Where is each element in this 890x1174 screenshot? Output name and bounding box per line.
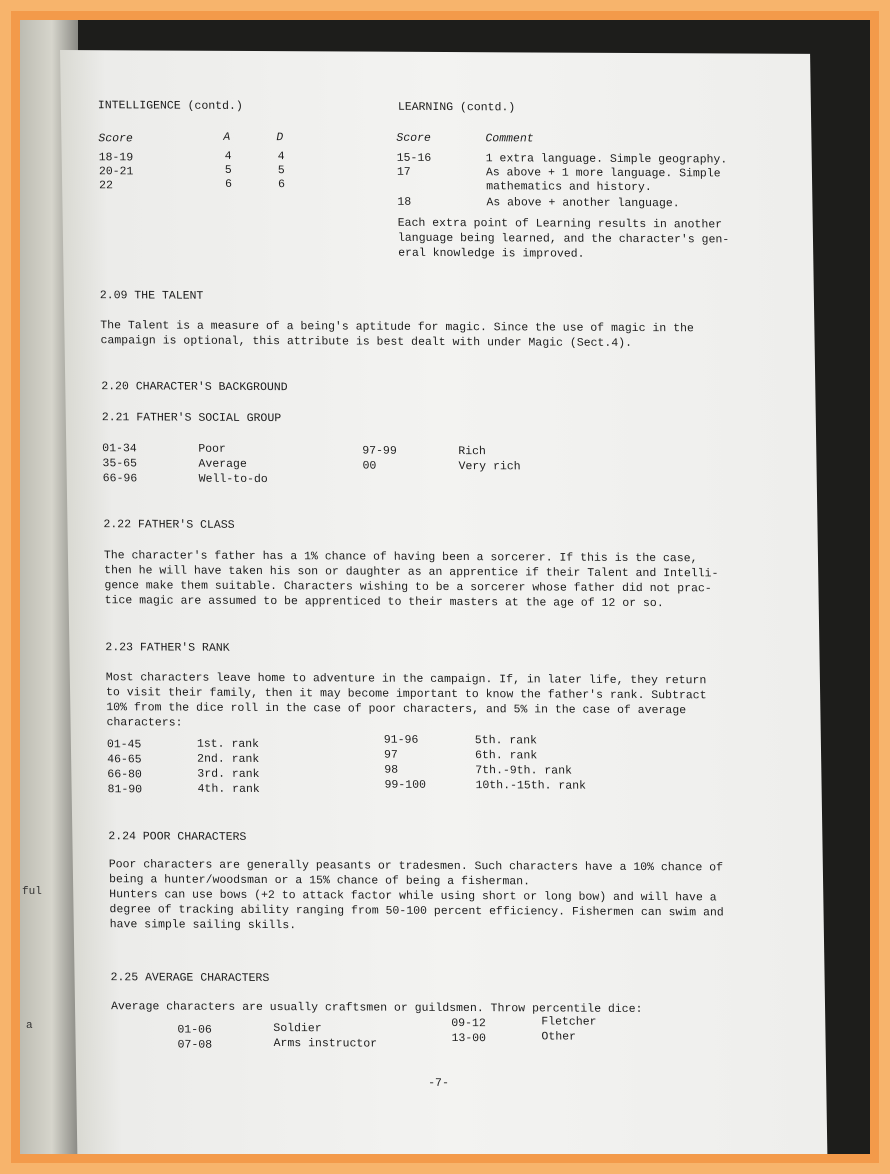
table-cell: 15-16	[396, 151, 432, 165]
left-page-fragment: a	[26, 1020, 33, 1032]
fathers-class-line: gence make them suitable. Characters wishing to be a sorcerer whose father did not prac-	[104, 579, 712, 596]
poor-line: have simple sailing skills.	[109, 918, 297, 933]
document-page	[60, 50, 827, 1154]
poor-line: degree of tracking ability ranging from 50-100 percent efficiency. Fishermen can swim and	[109, 903, 724, 920]
table-cell: 4th. rank	[197, 782, 260, 796]
fathers-rank-heading: 2.23 FATHER'S RANK	[105, 641, 230, 655]
intelligence-col-d: D	[276, 131, 284, 145]
table-cell: Rich	[458, 445, 487, 459]
table-cell: 20-21	[98, 165, 134, 179]
poor-line: Hunters can use bows (+2 to attack factor while using short or long bow) and will have a	[109, 888, 717, 905]
poor-line: Poor characters are generally peasants or tradesmen. Such characters have a 10% chance of	[108, 858, 724, 875]
table-cell: 6th. rank	[474, 749, 538, 763]
fathers-rank-line: Most characters leave home to adventure in the campaign. If, in later life, they return	[105, 671, 707, 688]
table-cell: 09-12	[451, 1016, 486, 1031]
table-cell: 10th.-15th. rank	[475, 779, 587, 793]
table-cell: mathematics and history.	[486, 180, 652, 195]
learning-note-line: eral knowledge is improved.	[398, 246, 585, 261]
learning-note-line: Each extra point of Learning results in another	[397, 216, 723, 232]
table-cell: 5	[224, 163, 232, 177]
table-cell: 66-80	[107, 768, 143, 782]
talent-heading: 2.09 THE TALENT	[99, 289, 204, 303]
poor-heading: 2.24 POOR CHARACTERS	[108, 830, 247, 844]
table-cell: 1st. rank	[196, 737, 260, 751]
table-cell: 17	[396, 165, 411, 179]
intelligence-heading: INTELLIGENCE (contd.)	[97, 99, 243, 113]
table-cell: 6	[278, 178, 286, 192]
table-cell: 18	[397, 195, 412, 209]
table-cell: 3rd. rank	[197, 767, 260, 781]
table-cell: 97-99	[362, 444, 397, 458]
table-cell: 66-96	[102, 472, 138, 486]
table-cell: 4	[224, 149, 232, 163]
table-cell: 99-100	[384, 778, 427, 792]
table-cell: Soldier	[273, 1022, 322, 1036]
learning-heading: LEARNING (contd.)	[397, 100, 516, 115]
table-cell: 01-45	[106, 738, 142, 752]
table-cell: Other	[541, 1030, 577, 1044]
table-cell: Well-to-do	[198, 472, 268, 487]
learning-col-comment: Comment	[485, 132, 534, 146]
talent-line: campaign is optional, this attribute is best dealt with under Magic (Sect.4).	[100, 334, 633, 350]
table-cell: 00	[362, 459, 377, 473]
table-cell: 07-08	[177, 1038, 213, 1052]
table-cell: 2nd. rank	[197, 752, 260, 766]
table-cell: 91-96	[383, 733, 419, 747]
table-cell: As above + 1 more language. Simple	[485, 166, 721, 181]
table-cell: Very rich	[458, 460, 521, 474]
fathers-rank-line: characters:	[106, 716, 183, 730]
social-group-heading: 2.21 FATHER'S SOCIAL GROUP	[101, 411, 282, 426]
table-cell: 97	[383, 748, 398, 762]
table-cell: 13-00	[451, 1031, 487, 1046]
fathers-rank-line: to visit their family, then it may become important to know the father's rank. Subtract	[105, 686, 707, 703]
table-cell: 1 extra language. Simple geography.	[485, 152, 728, 167]
table-cell: 35-65	[102, 457, 138, 471]
table-cell: Fletcher	[541, 1015, 597, 1029]
photo-background	[20, 20, 870, 1154]
table-cell: 01-06	[177, 1023, 213, 1037]
table-cell: 98	[384, 763, 399, 777]
poor-line: being a hunter/woodsman or a 15% chance of being a fisherman.	[108, 873, 531, 889]
table-cell: 18-19	[98, 151, 134, 165]
fathers-class-heading: 2.22 FATHER'S CLASS	[103, 518, 235, 532]
page-number: -7-	[428, 1076, 450, 1090]
table-cell: 7th.-9th. rank	[475, 764, 573, 778]
learning-note-line: language being learned, and the character's gen-	[397, 231, 730, 247]
table-cell: Arms instructor	[273, 1037, 378, 1051]
intelligence-col-a: A	[223, 130, 231, 144]
table-cell: As above + another language.	[486, 196, 680, 211]
table-cell: 81-90	[107, 783, 143, 797]
learning-col-score: Score	[396, 131, 432, 145]
table-cell: 5th. rank	[474, 734, 538, 748]
average-heading: 2.25 AVERAGE CHARACTERS	[110, 971, 270, 986]
fathers-class-line: then he will have taken his son or daughter as an apprentice if their Talent and Intelli-	[104, 564, 719, 581]
average-intro: Average characters are usually craftsmen or guildsmen. Throw percentile dice:	[110, 1000, 643, 1016]
table-cell: 4	[277, 150, 285, 164]
talent-line: The Talent is a measure of a being's aptitude for magic. Since the use of magic in the	[100, 319, 694, 336]
table-cell: Poor	[198, 442, 226, 456]
table-cell: 6	[225, 177, 233, 191]
table-cell: 5	[277, 164, 285, 178]
background-heading: 2.20 CHARACTER'S BACKGROUND	[101, 380, 288, 395]
fathers-rank-line: 10% from the dice roll in the case of poor characters, and 5% in the case of average	[106, 701, 687, 718]
intelligence-col-score: Score	[98, 132, 134, 146]
left-page-fragment: ful	[22, 886, 42, 898]
table-cell: 22	[99, 179, 114, 193]
table-cell: 46-65	[107, 753, 142, 767]
fathers-class-line: tice magic are assumed to be apprenticed to their masters at the age of 12 or so.	[104, 594, 664, 611]
fathers-class-line: The character's father has a 1% chance of having been a sorcerer. If this is the case,	[103, 549, 698, 566]
table-cell: 01-34	[102, 442, 137, 456]
table-cell: Average	[198, 457, 247, 471]
